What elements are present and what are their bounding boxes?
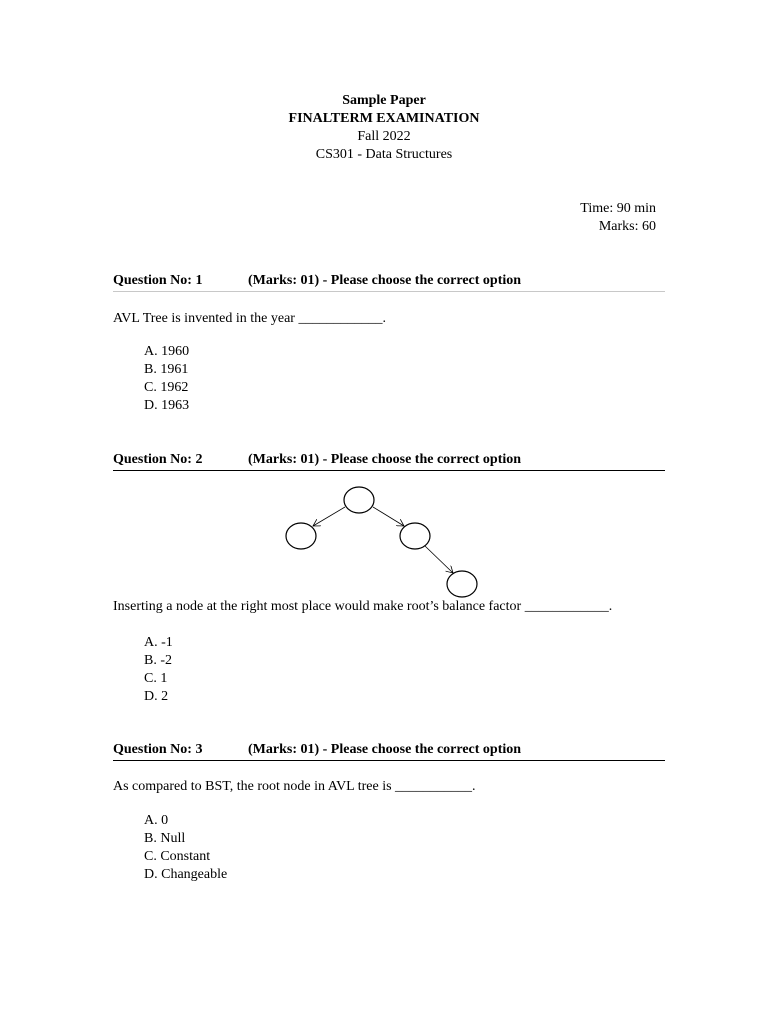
exam-time: Time: 90 min bbox=[580, 201, 656, 216]
exam-term: Fall 2022 bbox=[357, 129, 411, 144]
question-1-header bbox=[113, 272, 665, 292]
option-b: B. 1961 bbox=[144, 362, 189, 377]
question-3-marks: (Marks: 01) - Please choose the correct option bbox=[248, 742, 522, 757]
question-3-header bbox=[113, 741, 665, 761]
option-c: C. Constant bbox=[144, 849, 211, 864]
exam-title: FINALTERM EXAMINATION bbox=[288, 111, 480, 126]
exam-marks: Marks: 60 bbox=[598, 219, 656, 234]
option-b: B. Null bbox=[144, 831, 186, 846]
course-title: CS301 - Data Structures bbox=[315, 147, 453, 162]
option-a: A. 1960 bbox=[144, 344, 190, 359]
paper-header bbox=[0, 92, 768, 164]
tree-edge-right-right bbox=[425, 546, 453, 573]
option-a: A. -1 bbox=[144, 635, 173, 650]
option-d: D. 2 bbox=[144, 689, 169, 704]
tree-node-right-right bbox=[447, 571, 477, 597]
option-c: C. 1962 bbox=[144, 380, 189, 395]
option-a: A. 0 bbox=[144, 813, 169, 828]
question-2-header bbox=[113, 451, 665, 471]
question-2-text: Inserting a node at the right most place would make root’s balance factor ____________. bbox=[113, 599, 613, 614]
question-3-number: Question No: 3 bbox=[113, 742, 203, 757]
option-d: D. Changeable bbox=[144, 867, 228, 882]
paper-label: Sample Paper bbox=[342, 93, 426, 108]
option-d: D. 1963 bbox=[144, 398, 190, 413]
question-1-text: AVL Tree is invented in the year ____________. bbox=[113, 311, 386, 326]
tree-edge-root-left bbox=[313, 507, 345, 526]
tree-node-left bbox=[286, 523, 316, 549]
tree-edge-root-right bbox=[373, 507, 404, 526]
question-2-number: Question No: 2 bbox=[113, 452, 203, 467]
option-c: C. 1 bbox=[144, 671, 168, 686]
question-3-options bbox=[144, 812, 227, 884]
question-2-options bbox=[144, 634, 173, 706]
question-3-text: As compared to BST, the root node in AVL tree is ___________. bbox=[113, 779, 476, 794]
tree-node-root bbox=[344, 487, 374, 513]
question-2-marks: (Marks: 01) - Please choose the correct option bbox=[248, 452, 522, 467]
exam-meta bbox=[580, 200, 656, 236]
option-b: B. -2 bbox=[144, 653, 172, 668]
question-1-options bbox=[144, 343, 189, 415]
tree-node-right bbox=[400, 523, 430, 549]
question-1-number: Question No: 1 bbox=[113, 273, 203, 288]
avl-tree-diagram bbox=[280, 480, 500, 602]
question-1-marks: (Marks: 01) - Please choose the correct option bbox=[248, 273, 522, 288]
